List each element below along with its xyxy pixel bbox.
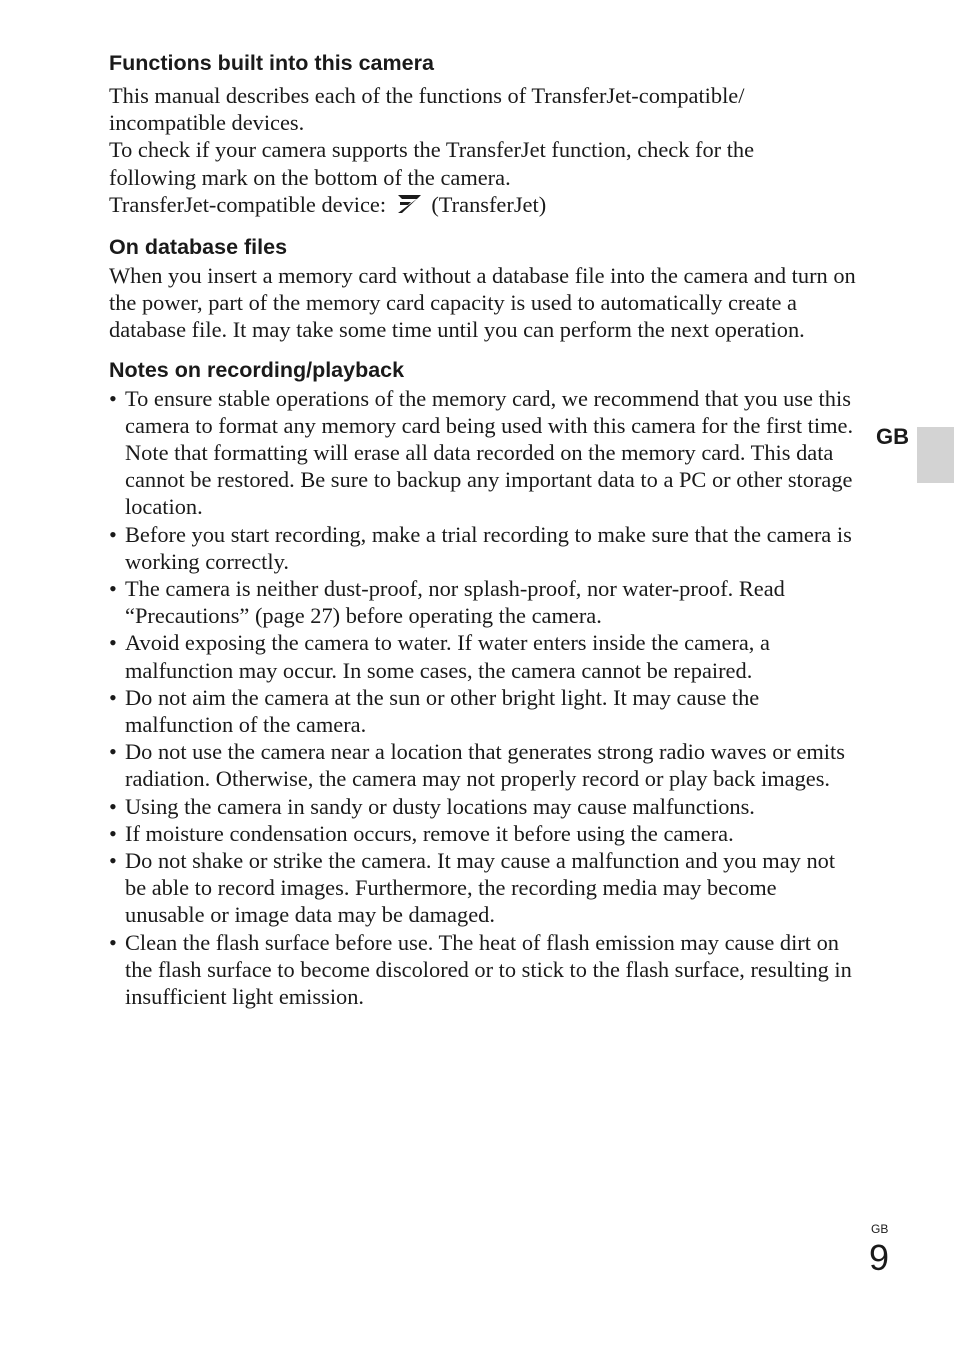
bullet-mark: • <box>109 739 117 765</box>
list-item <box>109 684 861 738</box>
page-content <box>109 48 861 1010</box>
list-item-text: Avoid exposing the camera to water. If water enters inside the camera, a malfunction may occur. In some cases, the camera cannot be repaired. <box>125 630 770 683</box>
transferjet-icon <box>396 193 422 221</box>
page-number: 9 <box>869 1237 890 1278</box>
list-item-text: To ensure stable operations of the memory card, we recommend that you use this camera to format any memory card being used with this camera for the first time. Note that formatting will erase all data recorded on the memory card. This data cannot be restored. Be sure to backup any important data to a PC or other storage location. <box>125 385 854 520</box>
list-item-text: If moisture condensation occurs, remove it before using the camera. <box>125 820 734 846</box>
device-label: TransferJet-compatible device: <box>109 191 387 217</box>
section-database <box>109 232 861 344</box>
bullet-mark: • <box>109 929 117 955</box>
list-item-text: Before you start recording, make a trial recording to make sure that the camera is working correctly. <box>125 521 852 574</box>
list-item <box>109 820 861 847</box>
bullet-mark: • <box>109 385 117 411</box>
list-item-text: Using the camera in sandy or dusty locations may cause malfunctions. <box>125 793 755 819</box>
database-text: When you insert a memory card without a database file into the camera and turn on the power, part of the memory card capacity is used to automatically create a database file. It may take some time until you can perform the next operation. <box>109 263 856 343</box>
functions-line-4: following mark on the bottom of the camera. <box>109 164 511 190</box>
functions-line-2: incompatible devices. <box>109 110 305 136</box>
functions-line-3: To check if your camera supports the TransferJet function, check for the <box>109 137 755 163</box>
bullet-mark: • <box>109 684 117 710</box>
section-functions <box>109 48 861 221</box>
list-item <box>109 521 861 575</box>
bullet-mark: • <box>109 630 117 656</box>
list-item <box>109 385 861 521</box>
page-region-code: GB <box>871 1222 889 1236</box>
functions-device-line <box>109 191 861 221</box>
bullet-mark: • <box>109 576 117 602</box>
notes-list <box>109 385 861 1011</box>
section-heading-functions: Functions built into this camera <box>109 51 434 75</box>
list-item <box>109 793 861 820</box>
section-heading-database: On database files <box>109 235 288 260</box>
list-item-text: The camera is neither dust-proof, nor splash-proof, nor water-proof. Read “Precautions” (page 27) before operating the camera. <box>125 576 785 629</box>
list-item <box>109 575 861 629</box>
bullet-mark: • <box>109 793 117 819</box>
list-item <box>109 929 861 1011</box>
list-item <box>109 738 861 792</box>
list-item-text: Do not shake or strike the camera. It may cause a malfunction and you may not be able to record images. Furthermore, the recording media may become unusable or image data may be damaged. <box>125 848 836 928</box>
bullet-mark: • <box>109 848 117 874</box>
list-item-text: Clean the flash surface before use. The heat of flash emission may cause dirt on the flash surface to become discolored or to stick to the flash surface, resulting in insufficient light emission. <box>125 929 852 1010</box>
device-suffix: (TransferJet) <box>431 191 547 217</box>
side-tab-marker <box>917 427 954 483</box>
list-item-text: Do not aim the camera at the sun or other bright light. It may cause the malfunction of the camera. <box>125 684 760 738</box>
side-tab-label: GB <box>876 424 909 449</box>
list-item <box>109 847 861 929</box>
list-item-text: Do not use the camera near a location that generates strong radio waves or emits radiation. Otherwise, the camera may not properly record or play back images. <box>125 739 845 792</box>
list-item <box>109 629 861 683</box>
section-notes <box>109 355 861 1011</box>
bullet-mark: • <box>109 521 117 547</box>
functions-line-1: This manual describes each of the functions of TransferJet-compatible/ <box>109 83 745 108</box>
section-heading-notes: Notes on recording/playback <box>109 357 405 382</box>
bullet-mark: • <box>109 820 117 846</box>
